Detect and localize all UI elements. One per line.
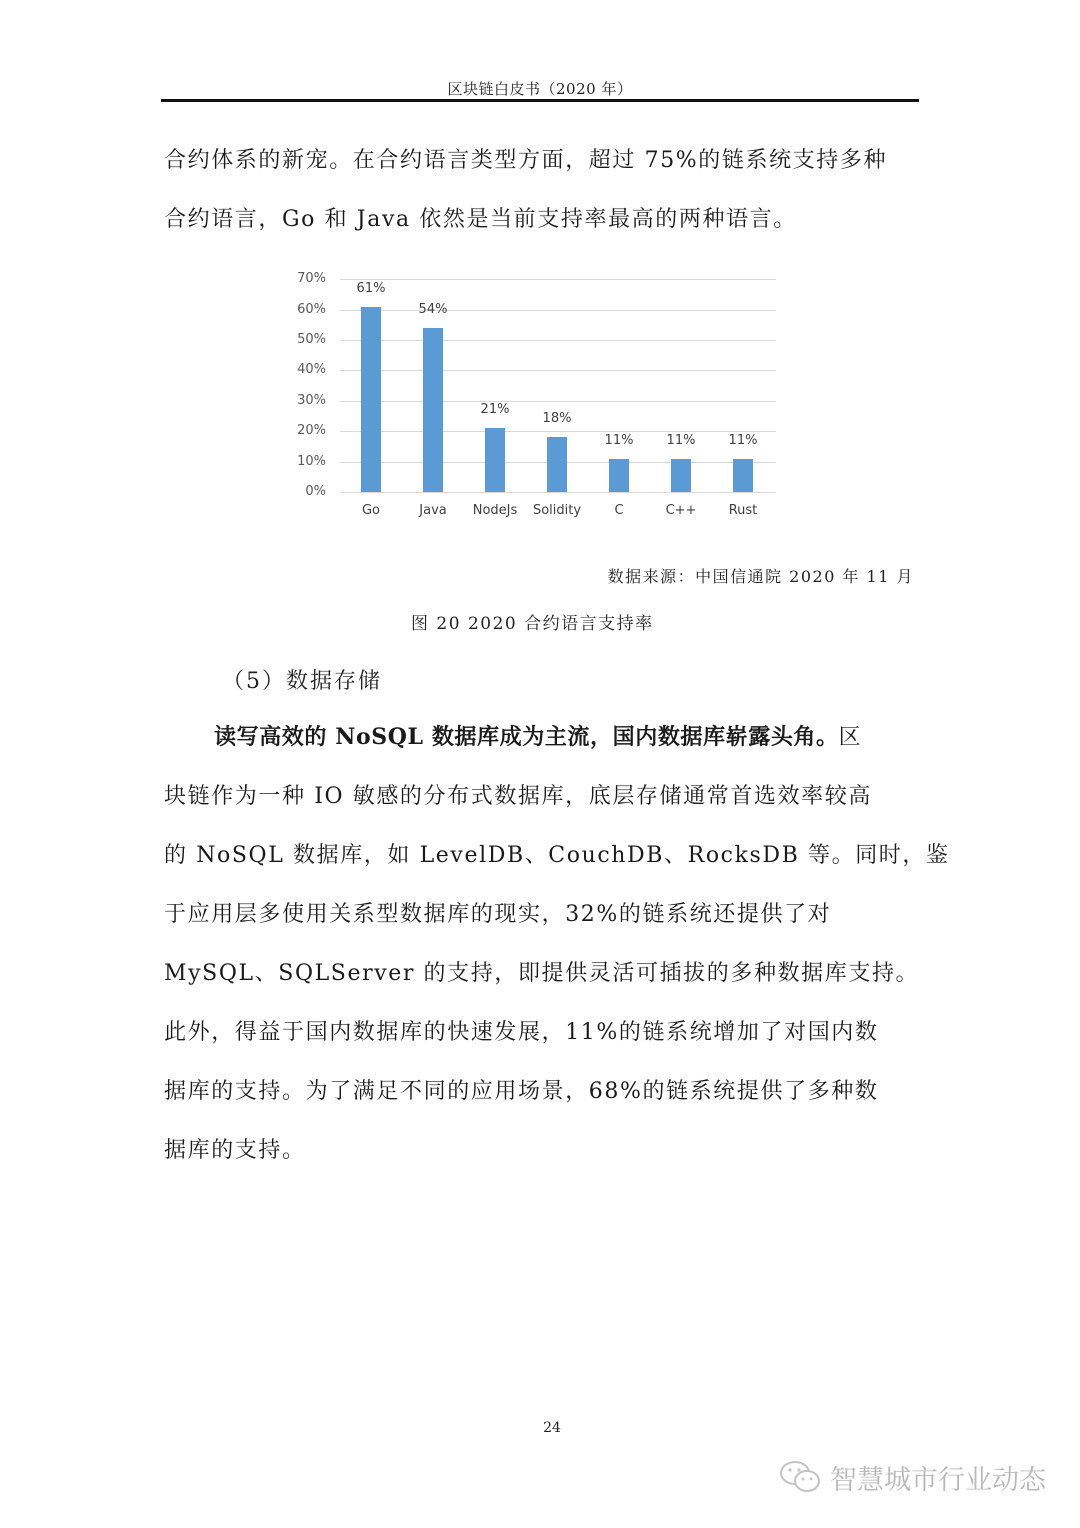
x-category-label: C++ [665, 503, 697, 518]
paragraph-line: 合约语言，Go 和 Java 依然是当前支持率最高的两种语言。 [164, 207, 797, 232]
paragraph-line: 的 NoSQL 数据库，如 LevelDB、CouchDB、RocksDB 等。同时，鉴 [164, 843, 950, 868]
y-tick-label: 30% [297, 392, 326, 408]
bar-value-label: 61% [356, 280, 386, 296]
paragraph-line: 于应用层多使用关系型数据库的现实，32%的链系统还提供了对 [164, 902, 832, 927]
bar-c [609, 459, 629, 492]
bar-value-label: 18% [542, 411, 572, 427]
page-number: 24 [543, 1420, 561, 1436]
x-category-label: NodeJs [472, 503, 518, 518]
section-heading: （5）数据存储 [222, 669, 382, 694]
gridline [340, 492, 776, 493]
bar-java [423, 328, 443, 492]
y-tick-label: 10% [297, 453, 326, 469]
gridline [340, 401, 776, 402]
paragraph-first-line [164, 708, 918, 767]
paragraph-line: 据库的支持。为了满足不同的应用场景，68%的链系统提供了多种数 [164, 1079, 879, 1104]
bar-rust [733, 459, 753, 492]
y-tick-label: 0% [305, 484, 326, 499]
wechat-icon [778, 1459, 824, 1495]
header-rule [161, 99, 919, 102]
paragraph-line: 块链作为一种 IO 敏感的分布式数据库，底层存储通常首选效率较高 [164, 784, 872, 809]
bold-lead-sentence: 读写高效的 NoSQL 数据库成为主流，国内数据库崭露头角。 [214, 724, 839, 750]
watermark-text: 智慧城市行业动态 [830, 1464, 1046, 1496]
bar-value-label: 11% [666, 432, 696, 448]
gridline [340, 340, 776, 341]
paragraph-line: 此外，得益于国内数据库的快速发展，11%的链系统增加了对国内数 [164, 1020, 879, 1045]
y-tick-label: 70% [297, 271, 326, 287]
figure-source: 数据来源：中国信通院 2020 年 11 月 [607, 567, 914, 586]
paragraph-line: 据库的支持。 [164, 1138, 306, 1163]
y-tick-label: 20% [297, 423, 326, 439]
x-category-label: Java [419, 503, 447, 518]
y-tick-label: 50% [297, 332, 326, 347]
bar-solidity [547, 437, 567, 492]
running-header-title: 区块链白皮书（2020 年） [447, 80, 633, 98]
bar-value-label: 11% [728, 432, 758, 448]
y-tick-label: 60% [297, 301, 326, 317]
gridline [340, 279, 776, 280]
figure-caption: 图 20 2020 合约语言支持率 [411, 614, 654, 634]
bar-value-label: 11% [604, 432, 634, 448]
paragraph-line: 合约体系的新宠。在合约语言类型方面，超过 75%的链系统支持多种 [164, 148, 888, 173]
x-category-label: Go [361, 503, 381, 518]
watermark [778, 1457, 1046, 1497]
x-category-label: Rust [728, 503, 758, 518]
bar-value-label: 21% [480, 402, 510, 418]
bar-chart-contract-language-support [290, 265, 790, 530]
y-tick-label: 40% [297, 362, 326, 378]
gridline [340, 370, 776, 371]
bar-nodejs [485, 428, 505, 492]
x-category-label: C [614, 503, 624, 518]
bar-value-label: 54% [418, 301, 448, 317]
bar-cpp [671, 459, 691, 492]
paragraph-line: MySQL、SQLServer 的支持，即提供灵活可插拔的多种数据库支持。 [164, 961, 920, 986]
bar-go [361, 307, 381, 492]
x-category-label: Solidity [532, 503, 582, 518]
paragraph-1 [164, 131, 918, 249]
paragraph-2 [164, 708, 950, 1180]
paragraph-line-rest: 区 [838, 725, 863, 750]
